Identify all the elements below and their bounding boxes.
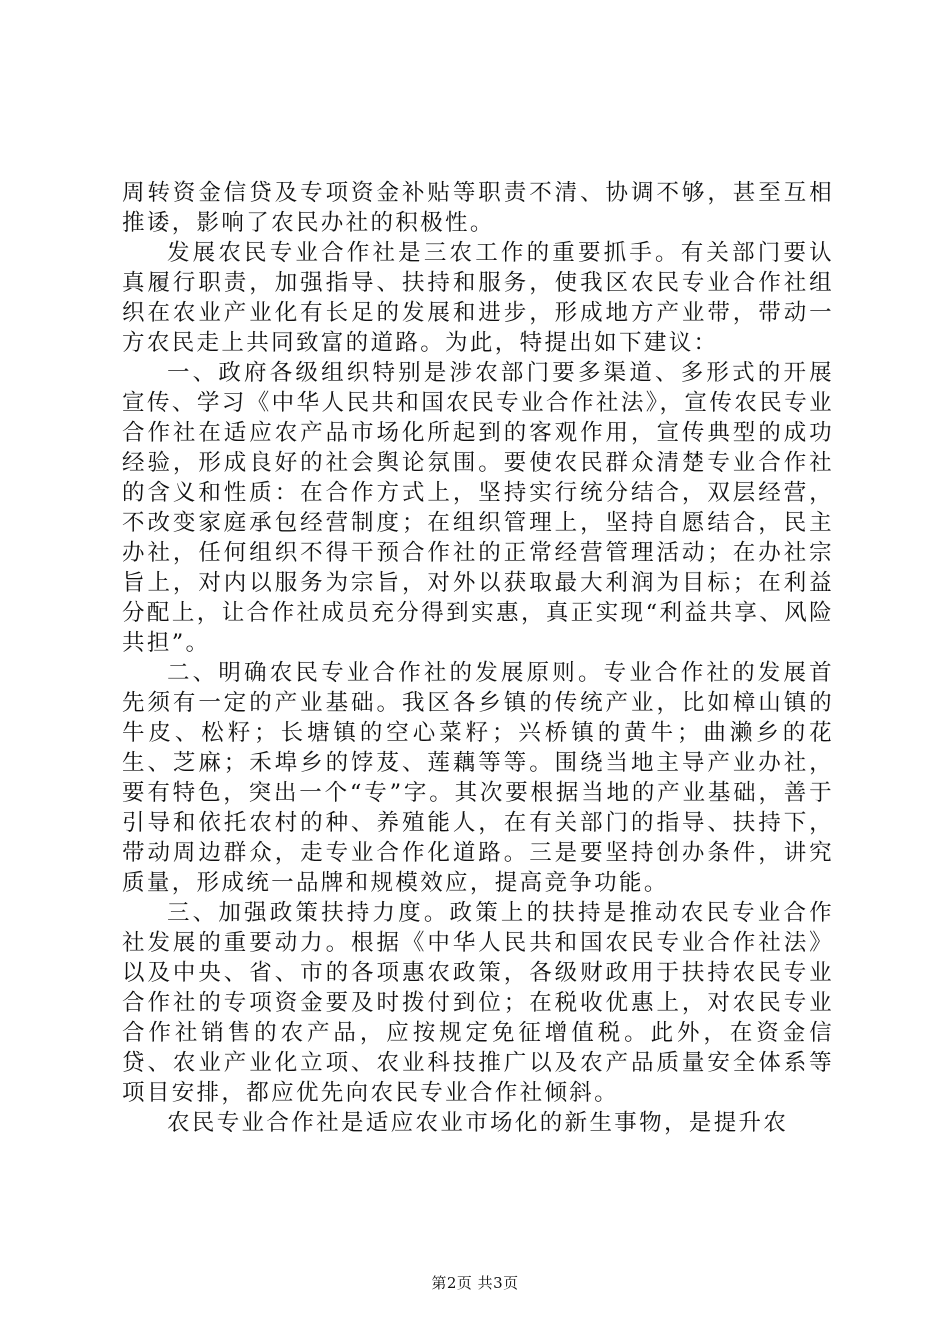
paragraph-1: 周转资金信贷及专项资金补贴等职责不清、协调不够，甚至互相推诿，影响了农民办社的积极性。: [122, 180, 834, 236]
paragraph-3: 一、政府各级组织特别是涉农部门要多渠道、多形式的开展宣传、学习《中华人民共和国农民专业合作社法》，宣传农民专业合作社在适应农产品市场化所起到的客观作用，宣传典型的成功经验，形成良好的社会舆论氛围。要使农民群众清楚专业合作社的含义和性质：在合作方式上，坚持实行统分结合，双层经营，不改变家庭承包经营制度；在组织管理上，坚持自愿结合，民主办社，任何组织不得干预合作社的正常经营管理活动；在办社宗旨上，对内以服务为宗旨，对外以获取最大利润为目标；在利益分配上，让合作社成员充分得到实惠，真正实现“利益共享、风险共担”。: [122, 360, 834, 656]
page-footer: [0, 1272, 950, 1293]
paragraph-4: 二、明确农民专业合作社的发展原则。专业合作社的发展首先须有一定的产业基础。我区各乡镇的传统产业，比如樟山镇的牛皮、松籽；长塘镇的空心菜籽；兴桥镇的黄牛；曲濑乡的花生、芝麻；禾埠乡的饽芨、莲藕等等。围绕当地主导产业办社，要有特色，突出一个“专”字。其次要根据当地的产业基础，善于引导和依托农村的种、养殖能人，在有关部门的指导、扶持下，带动周边群众，走专业合作化道路。三是要坚持创办条件，讲究质量，形成统一品牌和规模效应，提高竞争功能。: [122, 660, 834, 896]
paragraph-2: 发展农民专业合作社是三农工作的重要抓手。有关部门要认真履行职责，加强指导、扶持和服务，使我区农民专业合作社组织在农业产业化有长足的发展和进步，形成地方产业带，带动一方农民走上共同致富的道路。为此，特提出如下建议：: [122, 240, 834, 356]
paragraph-6: 农民专业合作社是适应农业市场化的新生事物，是提升农: [167, 1110, 789, 1136]
page-number-label: 第2页 共3页: [431, 1274, 519, 1292]
paragraph-5: 三、加强政策扶持力度。政策上的扶持是推动农民专业合作社发展的重要动力。根据《中华人民共和国农民专业合作社法》以及中央、省、市的各项惠农政策，各级财政用于扶持农民专业合作社的专项资金要及时拨付到位；在税收优惠上，对农民专业合作社销售的农产品，应按规定免征增值税。此外，在资金信贷、农业产业化立项、农业科技推广以及农产品质量安全体系等项目安排，都应优先向农民专业合作社倾斜。: [122, 900, 834, 1106]
document-body: [122, 178, 834, 1138]
